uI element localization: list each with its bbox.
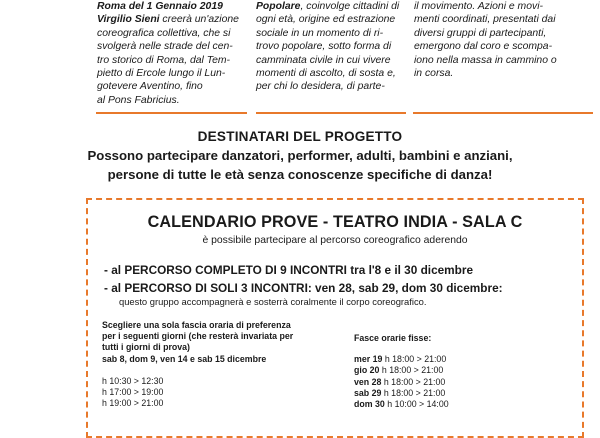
column-1-divider <box>96 112 247 114</box>
intro-text: momenti di ascolto, di sosta e, <box>256 68 396 80</box>
fixed-day: sab 29 <box>354 387 382 398</box>
fixed-row <box>354 354 449 365</box>
fixed-row <box>354 399 449 410</box>
intro-text: iono nella massa in cammino o <box>414 54 557 66</box>
hour-slot: h 17:00 > 19:00 <box>102 387 164 398</box>
intro-text: sociale in un momento di ri- <box>256 27 384 39</box>
schedule-left-intro <box>102 320 293 354</box>
fixed-hours: h 18:00 > 21:00 <box>379 365 444 376</box>
intro-line <box>256 80 406 93</box>
intro-line <box>414 27 584 40</box>
intro-line <box>256 27 406 40</box>
intro-text: tro storico di Roma, dal Tem- <box>97 54 231 66</box>
intro-text: il movimento. Azioni e movi- <box>414 1 543 12</box>
intro-line <box>97 13 247 26</box>
intro-line: Scegliere una sola fascia oraria di preferenza <box>102 320 291 330</box>
fixed-day: gio 20 <box>354 365 380 376</box>
intro-line <box>97 80 247 93</box>
intro-line <box>256 67 406 80</box>
intro-line <box>256 13 406 26</box>
column-2-divider <box>256 112 406 114</box>
intro-line <box>414 67 584 80</box>
intro-text: creerà un'azione <box>159 14 239 26</box>
intro-column-3 <box>414 0 584 80</box>
intro-text: camminata civile in cui vivere <box>256 54 391 66</box>
intro-bold: Roma del 1 Gennaio 2019 <box>97 1 223 12</box>
intro-bold: Virgilio Sieni <box>97 14 160 26</box>
schedule-left-days: sab 8, dom 9, ven 14 e sab 15 dicembre <box>102 353 267 364</box>
intro-line <box>414 0 584 13</box>
intro-text: emergono dal coro e scompa- <box>414 41 553 53</box>
percorso-completo: - al PERCORSO COMPLETO DI 9 INCONTRI tra l'8 e il 30 dicembre <box>104 263 474 277</box>
schedule-left-hours <box>102 376 293 410</box>
fixed-hours: h 18:00 > 21:00 <box>382 354 447 365</box>
destinatari-section <box>0 128 600 184</box>
hour-slot: h 10:30 > 12:30 <box>102 375 164 386</box>
intro-line <box>414 40 584 53</box>
schedule-right <box>354 333 449 410</box>
intro-line <box>97 54 247 67</box>
calendar-title: CALENDARIO PROVE - TEATRO INDIA - SALA C <box>147 213 523 231</box>
fixed-row <box>354 377 449 388</box>
fixed-row <box>354 388 449 399</box>
intro-text: per chi lo desidera, di parte- <box>256 81 385 93</box>
intro-column-2 <box>256 0 406 94</box>
intro-text: gotevere Aventino, fino <box>97 81 203 93</box>
intro-text: trovo popolare, sotto forma di <box>256 41 392 53</box>
intro-line <box>414 13 584 26</box>
fixed-hours: h 18:00 > 21:00 <box>381 376 446 387</box>
intro-text: al Pons Fabricius. <box>97 94 180 106</box>
intro-line <box>256 54 406 67</box>
intro-line: tutti i giorni di prova) <box>102 342 190 353</box>
intro-text: svolgerà nelle strade del cen- <box>97 41 233 53</box>
fixed-row <box>354 365 449 376</box>
intro-text: diversi gruppi di partecipanti, <box>414 27 547 39</box>
destinatari-line-1: Possono partecipare danzatori, performer, adulti, bambini e anziani, <box>87 147 513 163</box>
intro-line <box>97 40 247 53</box>
percorso-soli-3: - al PERCORSO DI SOLI 3 INCONTRI: ven 28, sab 29, dom 30 dicembre: <box>104 281 503 295</box>
intro-line <box>256 0 406 13</box>
calendar-subtitle: è possibile partecipare al percorso coreografico aderendo <box>202 235 468 246</box>
schedule-left <box>102 320 293 409</box>
intro-line: per i seguenti giorni (che resterà invariata per <box>102 331 294 342</box>
intro-bold: Popolare <box>256 1 301 12</box>
hour-slot: h 19:00 > 21:00 <box>102 398 164 409</box>
intro-text: pietto di Ercole lungo il Lun- <box>97 68 226 80</box>
intro-line <box>414 54 584 67</box>
intro-line <box>97 27 247 40</box>
intro-text: , coinvolge cittadini di <box>300 1 400 12</box>
percorso-note: questo gruppo accompagnerà e sosterrà coralmente il corpo coreografico. <box>119 296 427 307</box>
intro-line <box>97 67 247 80</box>
intro-text: menti coordinati, presentati dai <box>414 14 556 26</box>
destinatari-heading: DESTINATARI DEL PROGETTO <box>197 129 403 144</box>
intro-text: ogni età, origine ed estrazione <box>256 14 396 26</box>
intro-text: in corsa. <box>414 68 454 80</box>
fixed-day: ven 28 <box>354 376 382 387</box>
intro-column-1 <box>97 0 247 107</box>
fixed-day: mer 19 <box>354 354 383 365</box>
fixed-hours: h 10:00 > 14:00 <box>384 399 449 410</box>
fixed-hours: h 18:00 > 21:00 <box>381 387 446 398</box>
destinatari-line-2: persone di tutte le età senza conoscenze specifiche di danza! <box>107 166 493 182</box>
fixed-day: dom 30 <box>354 399 385 410</box>
intro-line <box>256 40 406 53</box>
intro-text: coreografica collettiva, che si <box>97 27 231 39</box>
intro-line <box>97 94 247 107</box>
intro-line <box>97 0 247 13</box>
fixed-hours-title: Fasce orarie fisse: <box>354 333 432 343</box>
column-3-divider <box>413 112 593 114</box>
